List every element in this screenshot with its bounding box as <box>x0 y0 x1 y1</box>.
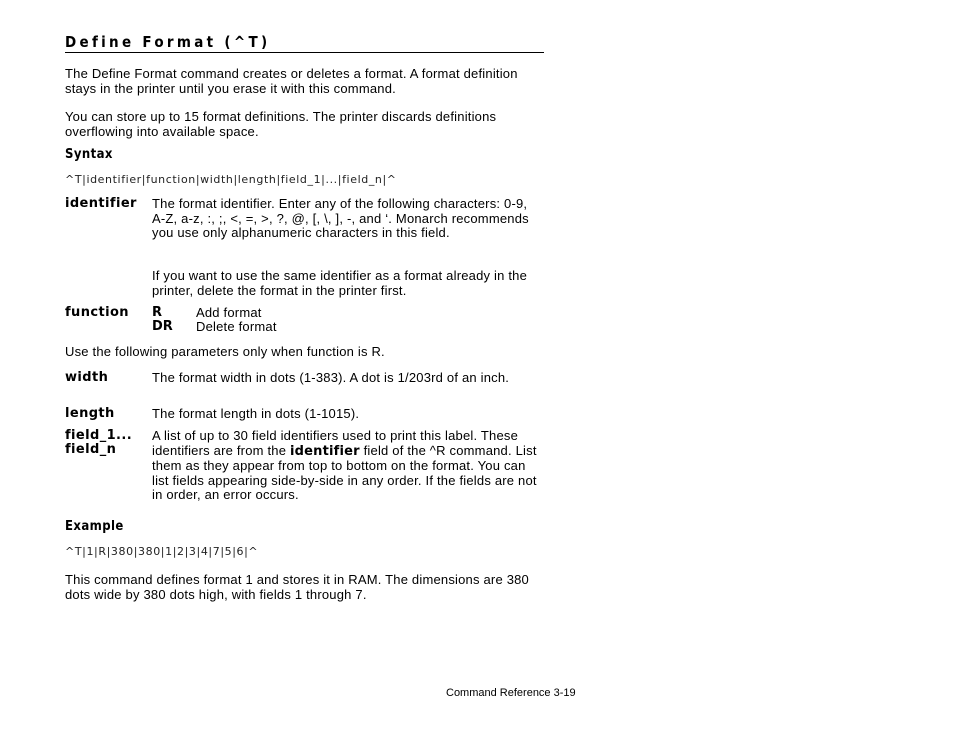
param-length-desc: The format length in dots (1-1015). <box>152 406 360 421</box>
function-option-code: R <box>152 305 163 320</box>
example-heading: Example <box>65 519 124 534</box>
example-paragraph: This command defines format 1 and stores it in RAM. The dimensions are 380 dots wide by 380 dots high, with fields 1 through 7. <box>65 572 529 602</box>
param-width-desc: The format width in dots (1-383). A dot is 1/203rd of an inch. <box>152 370 510 385</box>
param-width-term: width <box>65 370 109 385</box>
function-option-desc: Delete format <box>196 319 277 334</box>
param-function-term: function <box>65 305 129 320</box>
intro-paragraph-2: You can store up to 15 format definitions. The printer discards definitions overflowing into available space. <box>65 109 497 139</box>
intro-paragraph-1: The Define Format command creates or deletes a format. A format definition stays in the printer until you erase it with this command. <box>65 66 518 96</box>
param-length-term: length <box>65 406 115 421</box>
example-code: ^T|1|R|380|380|1|2|3|4|7|5|6|^ <box>65 545 259 558</box>
page-footer: Command Reference 3-19 <box>446 687 576 699</box>
param-identifier-desc: The format identifier. Enter any of the following characters: 0-9, A-Z, a-z, :, ;, <, =, >, ?, @, [, \, ], -, and ‘. Monarch recommends you use only alphanumeric characters in this field. <box>152 196 529 241</box>
title-rule <box>65 52 544 53</box>
param-field-term-first: field_1... <box>65 428 133 443</box>
function-option-code: DR <box>152 319 173 334</box>
function-option-desc: Add format <box>196 305 262 320</box>
syntax-code: ^T|identifier|function|width|length|field_1|...|field_n|^ <box>65 173 397 186</box>
param-field-desc <box>152 429 537 503</box>
page-title: Define Format (^T) <box>65 33 271 51</box>
syntax-heading: Syntax <box>65 147 113 162</box>
function-r-note: Use the following parameters only when function is R. <box>65 344 385 359</box>
param-field-desc-end: field of the ^R command. List them as they appear from top to bottom on the format. You can list fields appearing side-by-side in any order. If the fields are not in order, an error occurs. <box>152 442 537 503</box>
param-identifier-term: identifier <box>65 196 137 211</box>
param-field-term-last: field_n <box>65 442 117 457</box>
param-field-desc-start: A list of up to 30 field identifiers used to print this label. These identifiers are from the <box>152 428 519 458</box>
param-identifier-note: If you want to use the same identifier as a format already in the printer, delete the format in the printer first. <box>152 268 528 298</box>
param-field-desc-keyword: identifier <box>289 443 360 459</box>
